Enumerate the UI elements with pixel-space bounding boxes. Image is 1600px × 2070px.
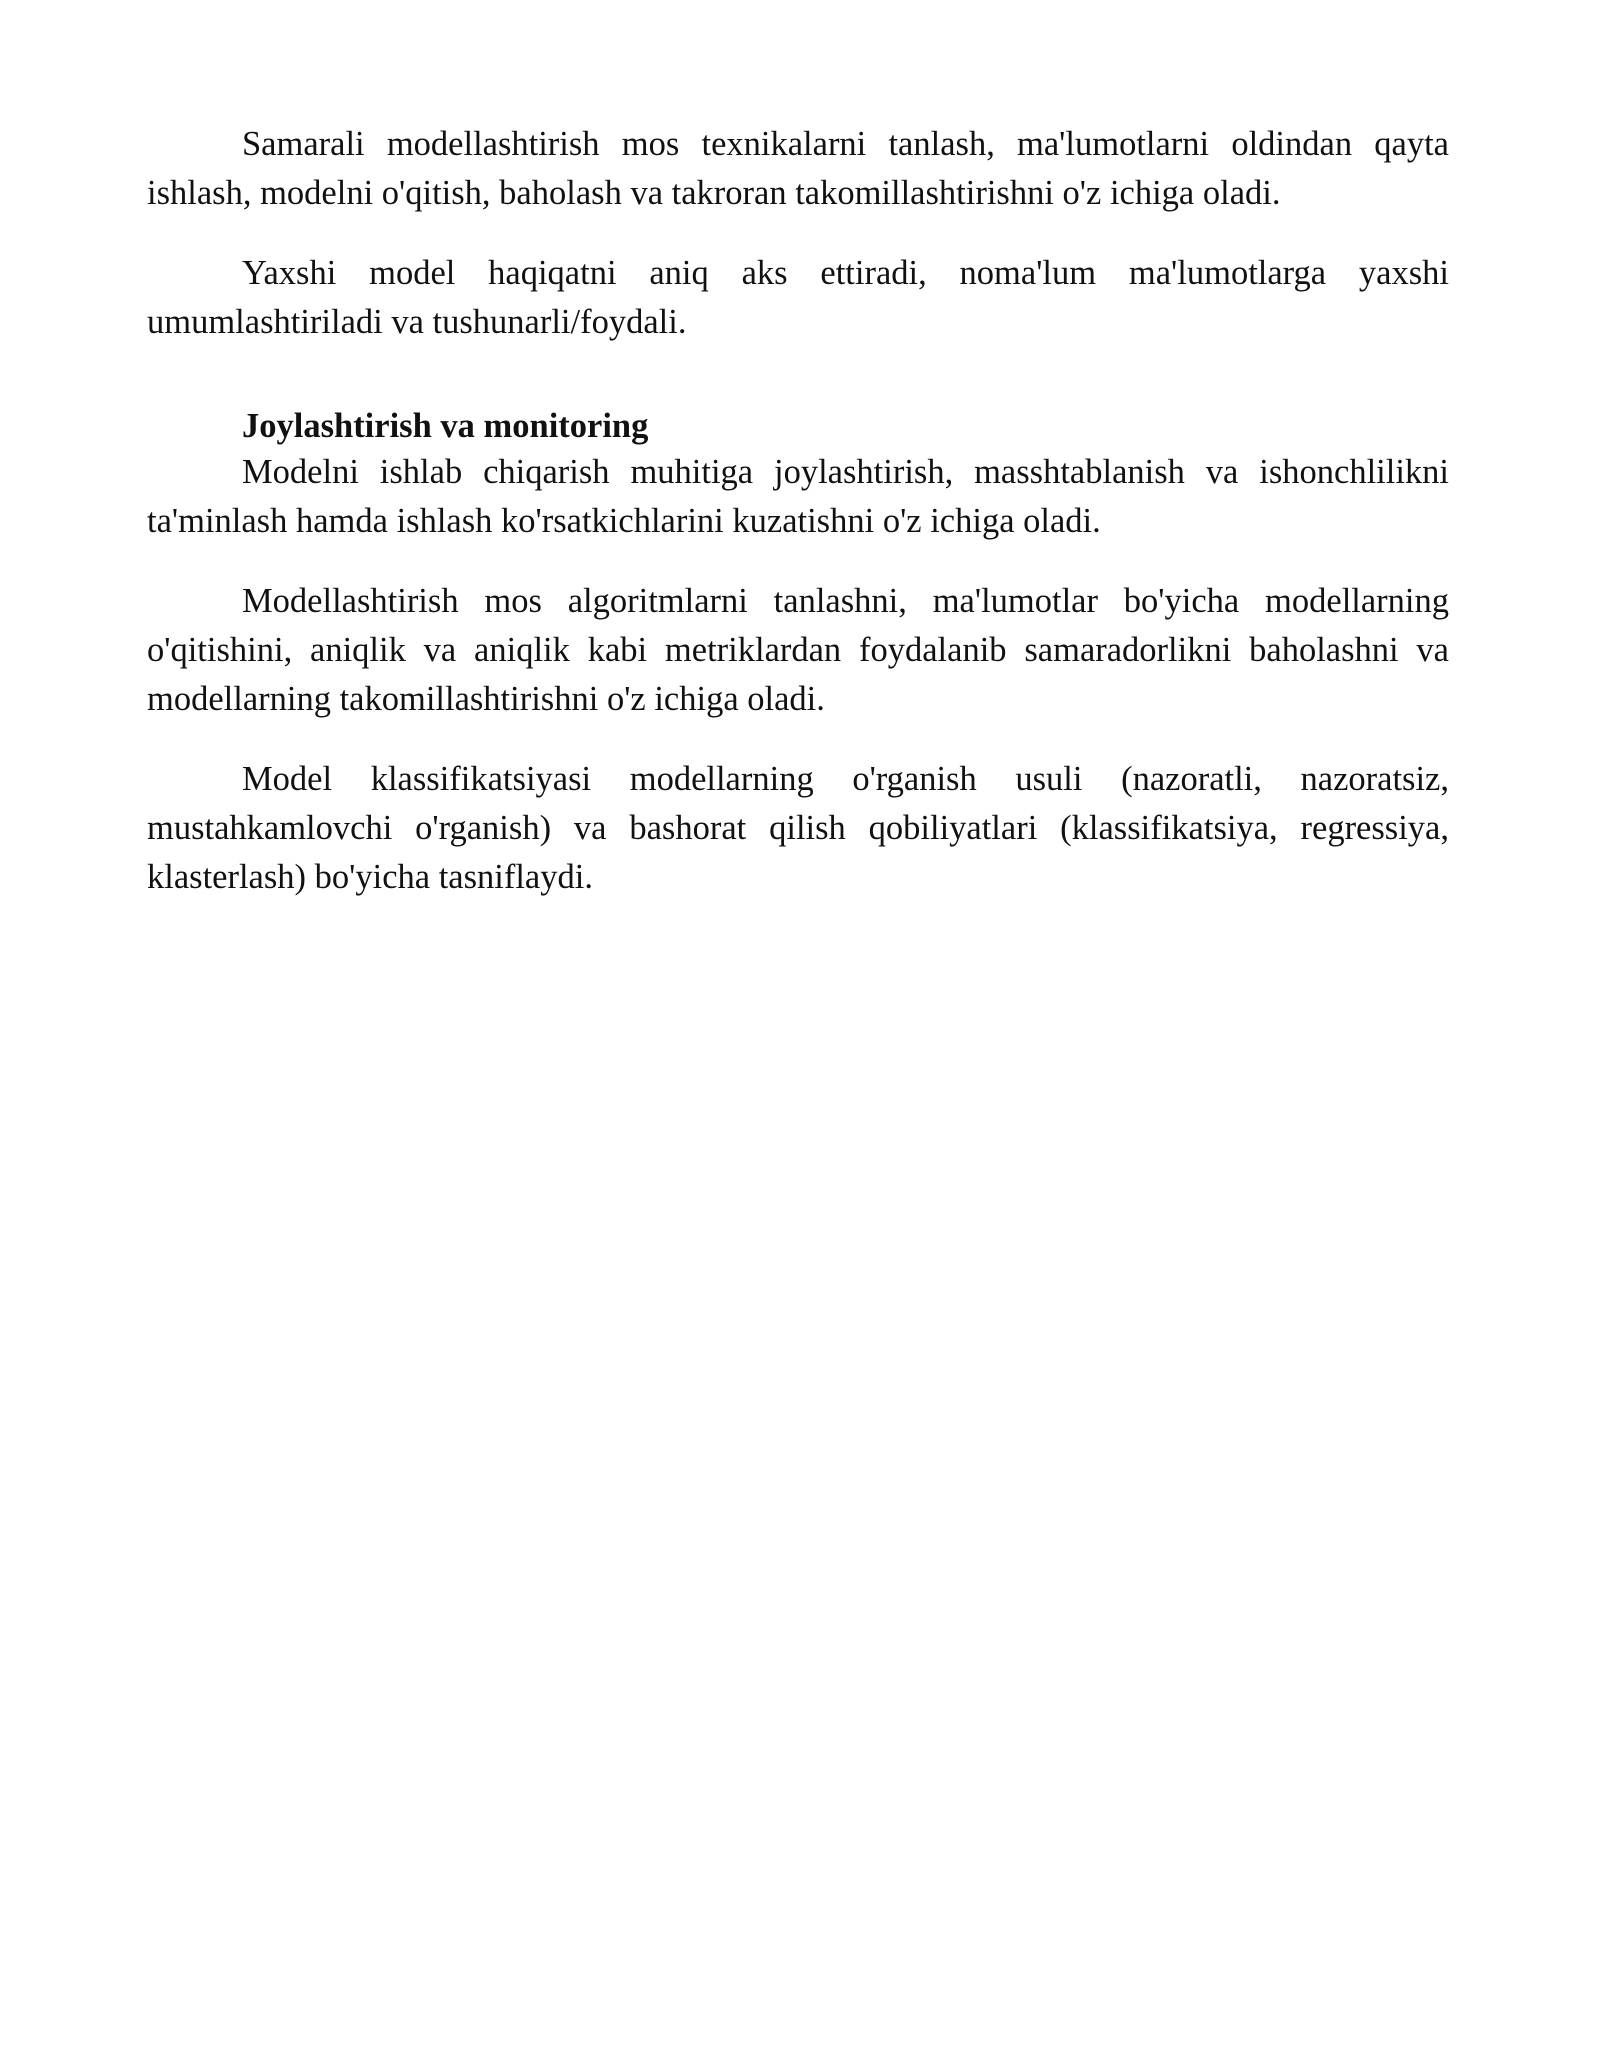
document-body <box>147 120 1449 933</box>
paragraph-modeling-algorithms: Modellashtirish mos algoritmlarni tanlashni, ma'lumotlar bo'yicha modellarning o'qitishini, aniqlik va aniqlik kabi metriklardan foydalanib samaradorlikni baholashni va modellarning takomillashtirishni o'z ichiga oladi. <box>147 582 1449 718</box>
section-heading: Joylashtirish va monitoring <box>242 407 649 445</box>
paragraph-deployment: Modelni ishlab chiqarish muhitiga joylashtirish, masshtablanish va ishonchlilikni ta'minlash hamda ishlash ko'rsatkichlarini kuzatishni o'z ichiga oladi. <box>147 453 1449 540</box>
paragraph-good-model: Yaxshi model haqiqatni aniq aks ettiradi, noma'lum ma'lumotlarga yaxshi umumlashtiriladi va tushunarli/foydali. <box>147 254 1449 341</box>
paragraph-effective-modeling: Samarali modellashtirish mos texnikalarni tanlash, ma'lumotlarni oldindan qayta ishlash, modelni o'qitish, baholash va takroran takomillashtirishni o'z ichiga oladi. <box>147 125 1449 212</box>
paragraph-model-classification: Model klassifikatsiyasi modellarning o'rganish usuli (nazoratli, nazoratsiz, mustahkamlovchi o'rganish) va bashorat qilish qobiliyatlari (klassifikatsiya, regressiya, klasterlash) bo'yicha tasniflaydi. <box>147 760 1449 896</box>
